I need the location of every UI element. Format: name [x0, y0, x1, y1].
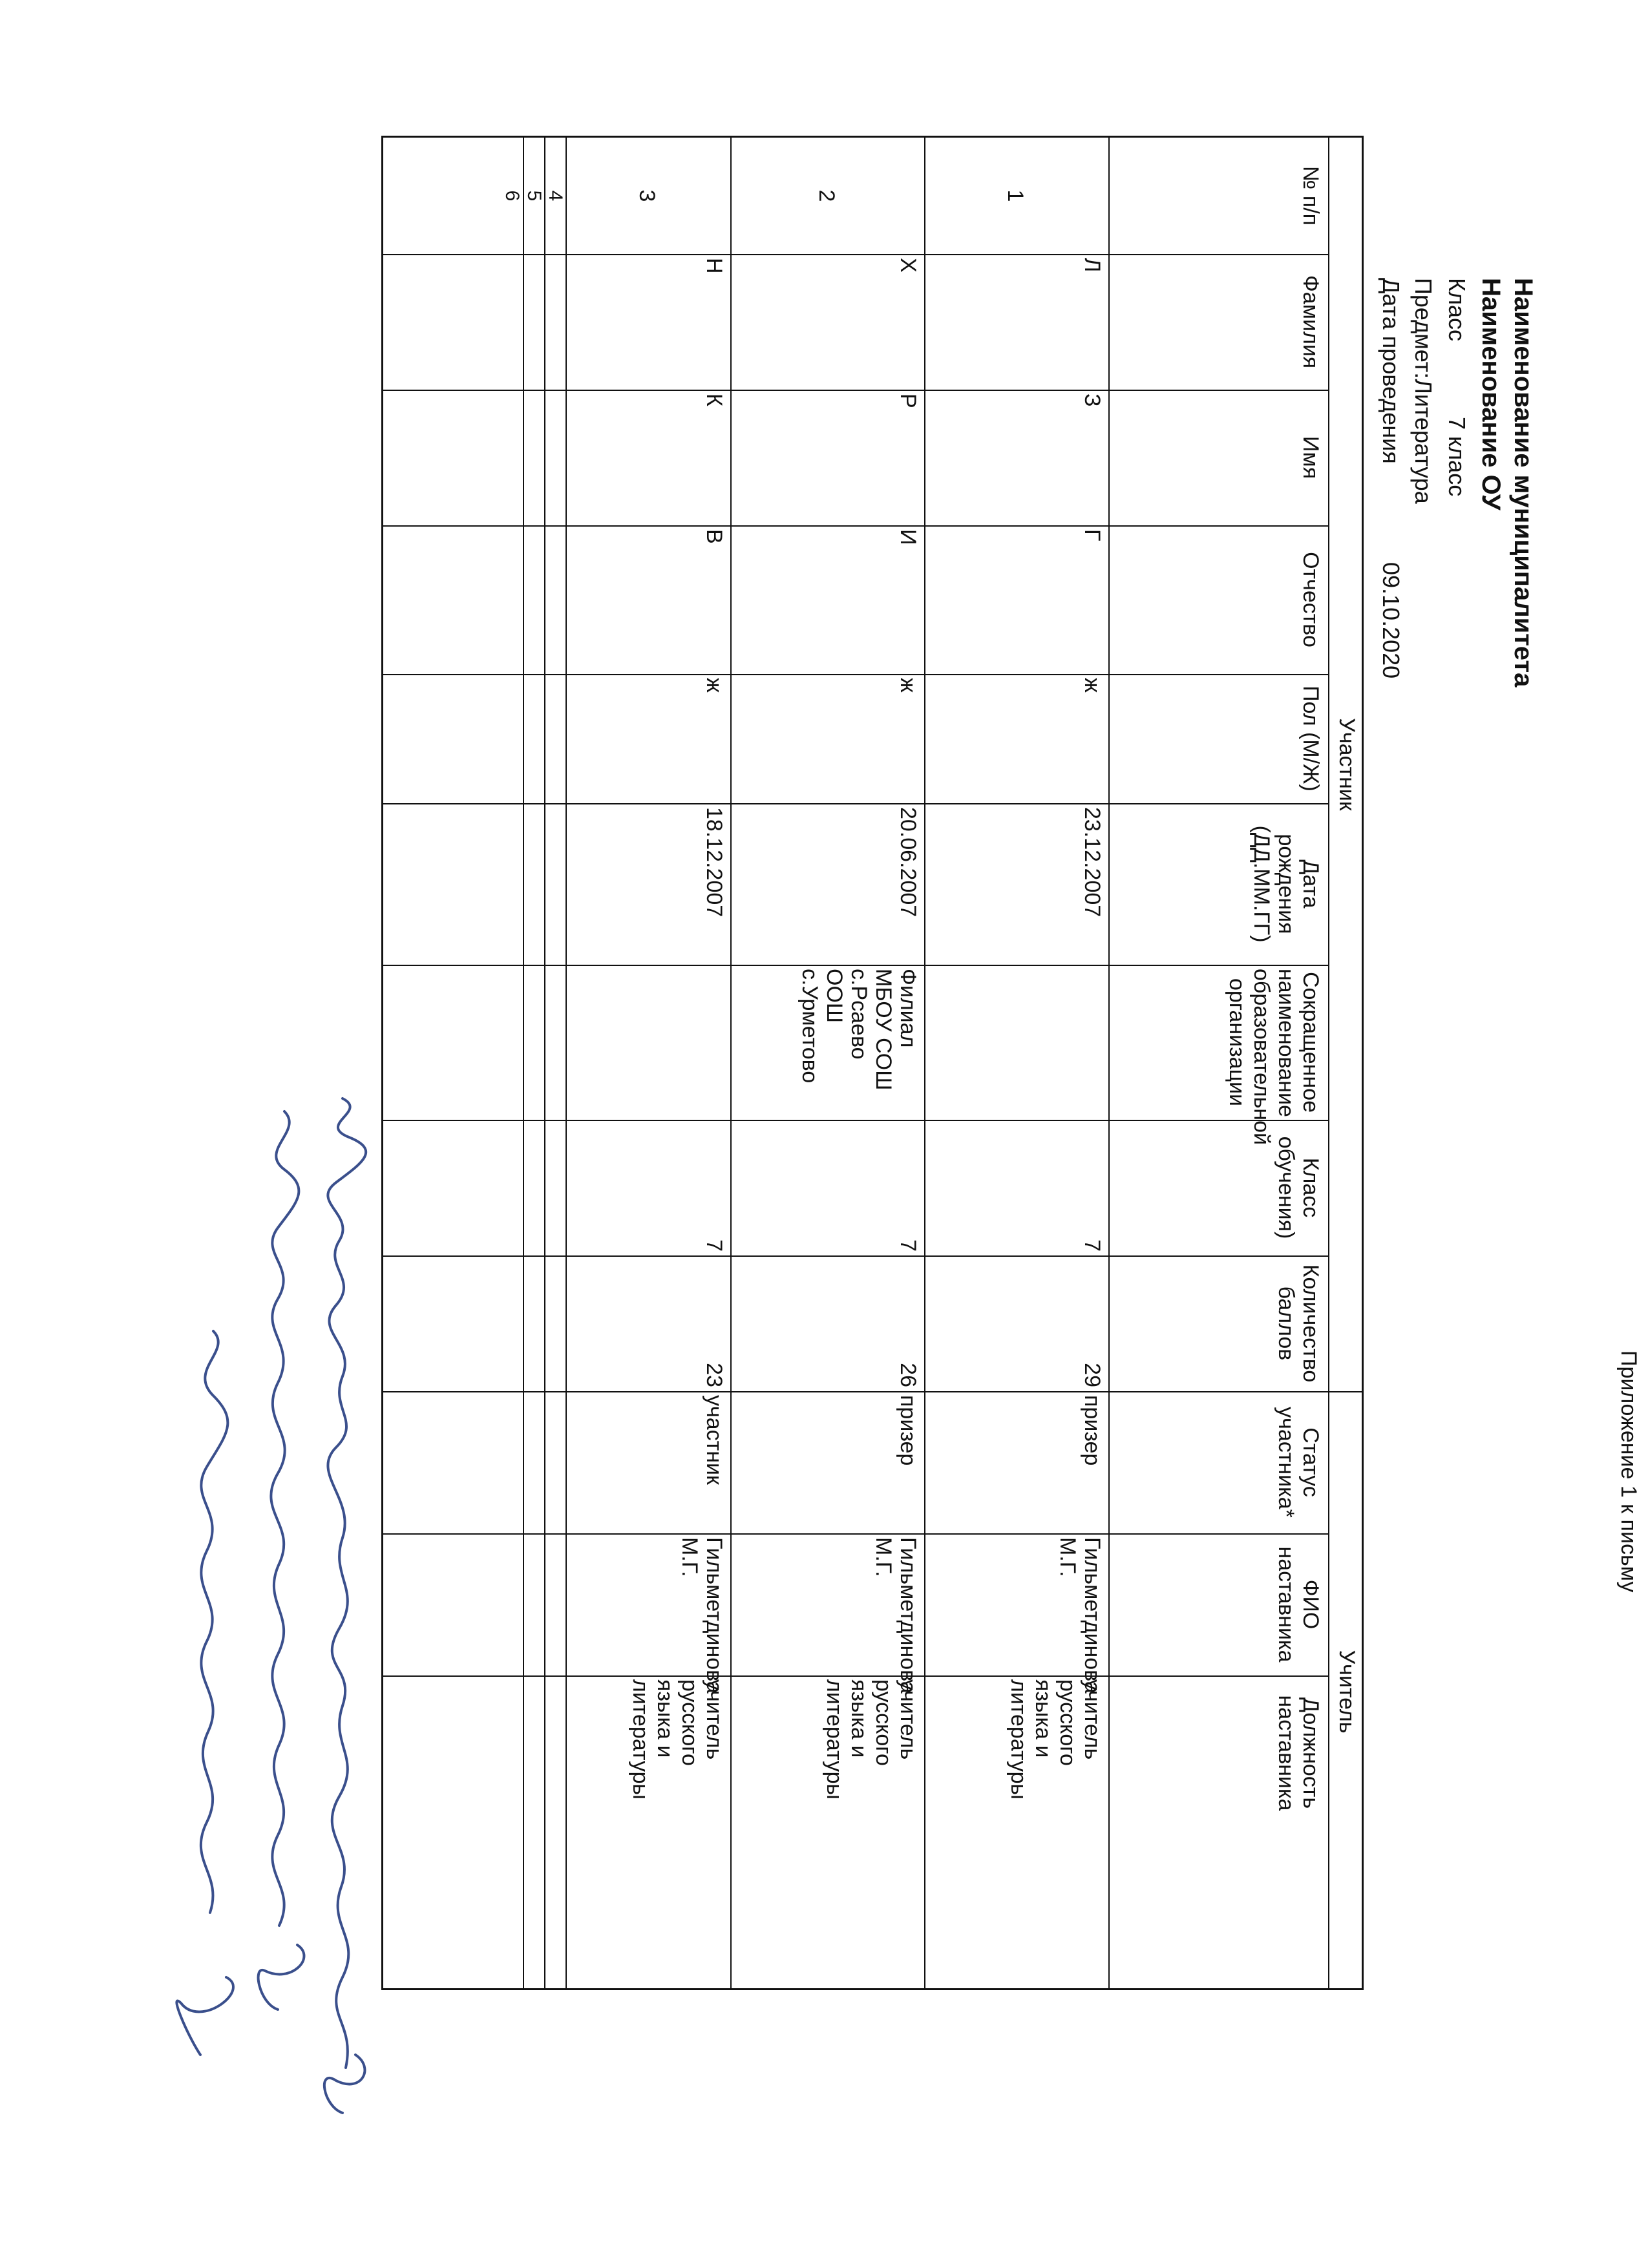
cell-first-row-4: [547, 390, 564, 525]
cell-score-row-2: 26: [896, 1363, 920, 1387]
cell-grade-row-5: [525, 1120, 543, 1255]
cell-score-row-6: [503, 1255, 522, 1391]
cell-birth-row-1: 23.12.2007: [1080, 807, 1104, 918]
appendix-note: Приложение 1 к письму: [1616, 1350, 1641, 1593]
table-vline: [383, 1255, 1329, 1257]
cell-status-row-6: [503, 1391, 522, 1533]
cell-n-row-3: 3: [635, 189, 660, 202]
cell-status-row-5: [525, 1391, 543, 1533]
cell-n-row-5: 5: [523, 190, 545, 202]
cell-mentor-row-6: [503, 1533, 522, 1675]
column-header-2: Фамилия: [1298, 275, 1323, 369]
table-vline: [383, 1391, 1362, 1392]
cell-first-row-2: Р: [896, 394, 920, 408]
cell-score-row-1: 29: [1080, 1363, 1104, 1387]
date-label: Дата проведения: [1378, 278, 1404, 464]
cell-n-row-6: 6: [502, 190, 523, 202]
cell-n-row-4: 4: [545, 190, 566, 202]
cell-grade-row-4: [547, 1120, 564, 1255]
cell-position-row-3: учитель русского языка и литературы: [628, 1679, 726, 1800]
column-header-3: Имя: [1298, 436, 1323, 479]
cell-birth-row-2: 20.06.2007: [896, 807, 920, 918]
cell-org-row-5: [525, 965, 543, 1120]
subject-row: Предмет:Литература: [1410, 278, 1437, 504]
cell-first-row-3: К: [702, 394, 726, 406]
cell-mentor-row-3: Гильметдинова М.Г.: [677, 1537, 726, 1694]
results-table: [381, 136, 1364, 1990]
table-hline: [523, 138, 524, 1988]
handwritten-signatures: [162, 1086, 381, 2119]
cell-score-row-4: [547, 1255, 564, 1391]
column-header-5: Пол (М/Ж): [1298, 686, 1323, 792]
cell-birth-row-5: [525, 803, 543, 965]
cell-grade-row-2: 7: [896, 1239, 920, 1252]
cell-middle-row-2: И: [896, 529, 920, 545]
cell-birth-row-3: 18.12.2007: [702, 807, 726, 918]
cell-middle-row-5: [525, 525, 543, 674]
table-vline: [383, 1675, 1329, 1677]
table-hline: [924, 138, 925, 1988]
cell-position-row-6: [503, 1675, 522, 1831]
table-vline: [383, 1533, 1329, 1535]
cell-n-row-1: 1: [1003, 189, 1028, 202]
cell-sex-row-2: ж: [896, 678, 920, 693]
date-row: [1373, 278, 1409, 679]
cell-middle-row-4: [547, 525, 564, 674]
cell-mentor-row-4: [547, 1533, 564, 1675]
cell-sex-row-4: [547, 674, 564, 803]
cell-middle-row-3: В: [702, 529, 726, 544]
column-header-1: № п/п: [1298, 165, 1323, 226]
participant-group-header: Участник: [1335, 718, 1359, 811]
rotated-page: [162, 0, 1648, 2132]
class-label: Класс: [1444, 278, 1470, 341]
cell-org-row-1: [927, 965, 1107, 1120]
column-header-10: Статус участника*: [1274, 1407, 1323, 1518]
table-hline: [1108, 138, 1110, 1988]
cell-birth-row-6: [503, 803, 522, 965]
column-header-8: Класс обучения): [1274, 1136, 1323, 1239]
cell-position-row-5: [525, 1675, 543, 1831]
cell-org-row-6: [503, 965, 522, 1120]
column-header-6: Дата рождения (ДД.ММ.ГГ): [1249, 825, 1323, 943]
teacher-group-header: Учитель: [1335, 1650, 1359, 1734]
cell-last-row-5: [525, 254, 543, 390]
cell-score-row-3: 23: [702, 1363, 726, 1387]
table-vline: [383, 1120, 1329, 1121]
cell-last-row-1: Л: [1080, 258, 1104, 273]
table-vline: [383, 390, 1329, 391]
cell-grade-row-1: 7: [1080, 1239, 1104, 1252]
cell-last-row-6: [503, 254, 522, 390]
table-hline: [730, 138, 732, 1988]
cell-mentor-row-1: Гильметдинова М.Г.: [1055, 1537, 1104, 1694]
cell-first-row-6: [503, 390, 522, 525]
cell-position-row-1: учитель русского языка и литературы: [1006, 1679, 1104, 1800]
municipality-title: Наименование муниципалитета: [1509, 278, 1537, 688]
cell-mentor-row-5: [525, 1533, 543, 1675]
cell-last-row-3: Н: [702, 258, 726, 274]
column-header-9: Количество баллов: [1274, 1264, 1323, 1383]
cell-mentor-row-2: Гильметдинова М.Г.: [871, 1537, 920, 1694]
cell-status-row-3: участник: [702, 1395, 726, 1485]
column-header-11: ФИО наставника: [1274, 1546, 1323, 1663]
school-title: Наименование ОУ: [1477, 278, 1505, 510]
class-value: 7 класс: [1444, 417, 1470, 497]
column-header-7: Сокращенное наименование образовательной организации: [1225, 969, 1323, 1145]
cell-status-row-2: призер: [896, 1395, 920, 1466]
table-vline: [383, 525, 1329, 527]
cell-status-row-4: [547, 1391, 564, 1533]
cell-middle-row-1: Г: [1080, 529, 1104, 541]
cell-status-row-1: призер: [1080, 1395, 1104, 1466]
cell-last-row-4: [547, 254, 564, 390]
cell-sex-row-3: ж: [702, 678, 726, 693]
cell-first-row-5: [525, 390, 543, 525]
cell-org-row-2: Филиал МБОУ СОШ с.Рсаево ООШ с.Урметово: [798, 969, 920, 1091]
cell-org-row-3: [568, 965, 729, 1120]
table-vline: [383, 803, 1329, 804]
table-hline: [565, 138, 567, 1988]
date-value: 09.10.2020: [1378, 562, 1404, 679]
class-row: [1439, 278, 1475, 497]
cell-birth-row-4: [547, 803, 564, 965]
cell-position-row-2: учитель русского языка и литературы: [822, 1679, 920, 1800]
table-vline: [383, 254, 1329, 255]
table-vline: [383, 965, 1329, 966]
table-hline: [544, 138, 545, 1988]
cell-middle-row-6: [503, 525, 522, 674]
cell-org-row-4: [547, 965, 564, 1120]
cell-position-row-4: [547, 1675, 564, 1831]
table-hline: [1328, 138, 1329, 1988]
cell-sex-row-1: ж: [1080, 678, 1104, 693]
cell-first-row-1: З: [1080, 394, 1104, 407]
cell-n-row-2: 2: [814, 189, 839, 202]
column-header-12: Должность наставника: [1274, 1695, 1323, 1811]
cell-score-row-5: [525, 1255, 543, 1391]
table-vline: [383, 674, 1329, 675]
signature-image: [162, 1086, 381, 2119]
cell-sex-row-5: [525, 674, 543, 803]
cell-grade-row-6: [503, 1120, 522, 1255]
cell-last-row-2: Х: [896, 258, 920, 273]
column-header-4: Отчество: [1298, 552, 1323, 647]
cell-grade-row-3: 7: [702, 1239, 726, 1252]
cell-sex-row-6: [503, 674, 522, 803]
